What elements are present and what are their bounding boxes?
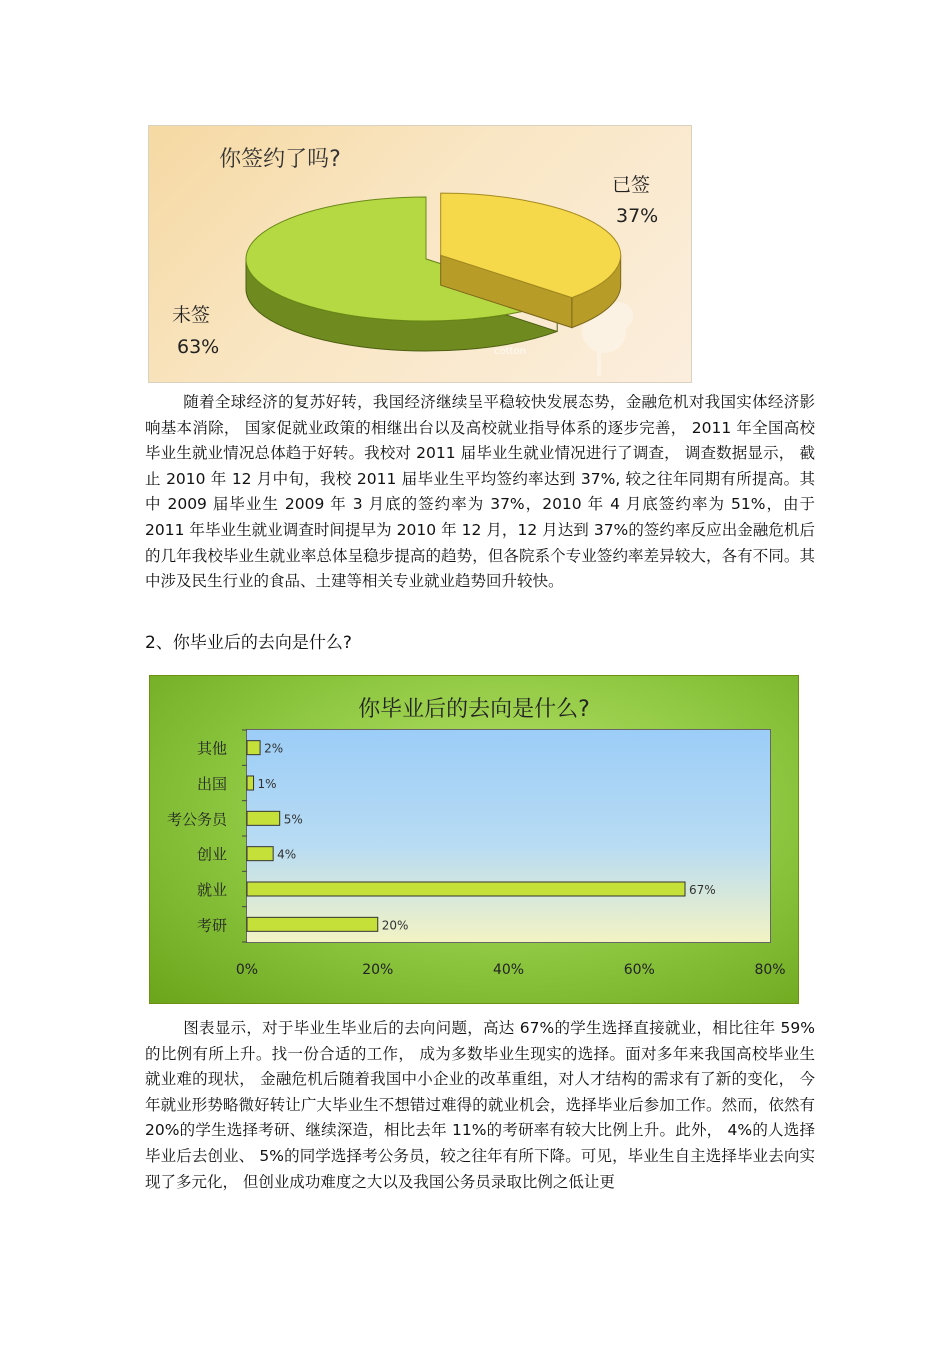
x-tick-label: 20%: [362, 962, 394, 978]
bar-1: [247, 741, 260, 755]
bar-chart-title: 你毕业后的去向是什么?: [358, 697, 590, 722]
x-tick-label: 0%: [235, 962, 259, 978]
bar-4: [247, 847, 273, 861]
pie-value-signed: 37%: [616, 205, 659, 227]
pie-label-signed: 已签: [612, 174, 651, 196]
x-tick-label: 80%: [754, 962, 786, 978]
data-label: 1%: [257, 777, 277, 791]
question-2-heading: 2、你毕业后的去向是什么?: [145, 633, 352, 653]
bar-3: [247, 811, 280, 825]
bar-2: [247, 776, 254, 790]
x-tick-label: 60%: [623, 962, 655, 978]
bar-chart: [149, 675, 799, 1004]
pie-title: 你签约了吗?: [219, 147, 341, 172]
category-label: 就业: [196, 881, 227, 899]
paragraph-destination: [145, 1016, 815, 1195]
bar-5: [247, 882, 685, 896]
data-label: 2%: [264, 741, 284, 756]
category-label: 考公务员: [166, 810, 227, 829]
paragraph-2-text: 图表显示，对于毕业生毕业后的去向问题，高达 67%的学生选择直接就业，相比往年 59%的比例有所上升。找一份合适的工作， 成为多数毕业生现实的选择。面对多年来我国高校毕业生就业难的现状， 金融危机后随着我国中小企业的改革重组，对人才结构的需求有了新的变化， 今年就业形势略微好转让广大毕业生不想错过难得的就业机会，选择毕业后参加工作。然而，依然有 20%的学生选择考研、继续深造，相比去年 11%的考研率有较大比例上升。此外， 4%的人选择毕业后去创业、 5%的同学选择考公务员，较之往年有所下降。可见，毕业生自主选择毕业去向实现了多元化， 但创业成功难度之大以及我国公务员录取比例之低让更: [145, 1019, 815, 1191]
paragraph-1-text: 随着全球经济的复苏好转，我国经济继续呈平稳较快发展态势，金融危机对我国实体经济影响基本消除， 国家促就业政策的相继出台以及高校就业指导体系的逐步完善， 2011 年全国高校毕业生就业情况总体趋于好转。我校对 2011 届毕业生就业情况进行了调查， 调查数据显示， 截止 2010 年 12 月中旬，我校 2011 届毕业生平均签约率达到 37%, 较之往年同期有所提高。其中 2009 届毕业生 2009 年 3 月底的签约率为 37%，2010 年 4 月底签约率为 51%，由于 2011 年毕业生就业调查时间提早为 2010 年 12 月，12 月达到 37%的签约率反应出金融危机后的几年我校毕业生就业率总体呈稳步提高的趋势，但各院系个专业签约率差异较大，各有不同。其中涉及民生行业的食品、土建等相关专业就业趋势回升较快。: [145, 393, 815, 591]
data-label: 20%: [381, 918, 409, 933]
category-label: 创业: [196, 845, 227, 864]
bar-chart-svg: [150, 676, 798, 1003]
category-label: 考研: [196, 916, 227, 935]
pie-value-unsigned: 63%: [177, 336, 220, 358]
category-label: 出国: [196, 775, 227, 793]
pie-label-unsigned: 未签: [172, 304, 211, 326]
data-label: 5%: [283, 812, 303, 827]
x-tick-label: 40%: [492, 962, 525, 978]
paragraph-signing-rate: [145, 390, 815, 595]
category-label: 其他: [196, 739, 227, 758]
bar-6: [247, 917, 378, 931]
pie-watermark: cotton: [494, 346, 526, 357]
data-label: 4%: [277, 847, 297, 862]
data-label: 67%: [689, 883, 716, 897]
